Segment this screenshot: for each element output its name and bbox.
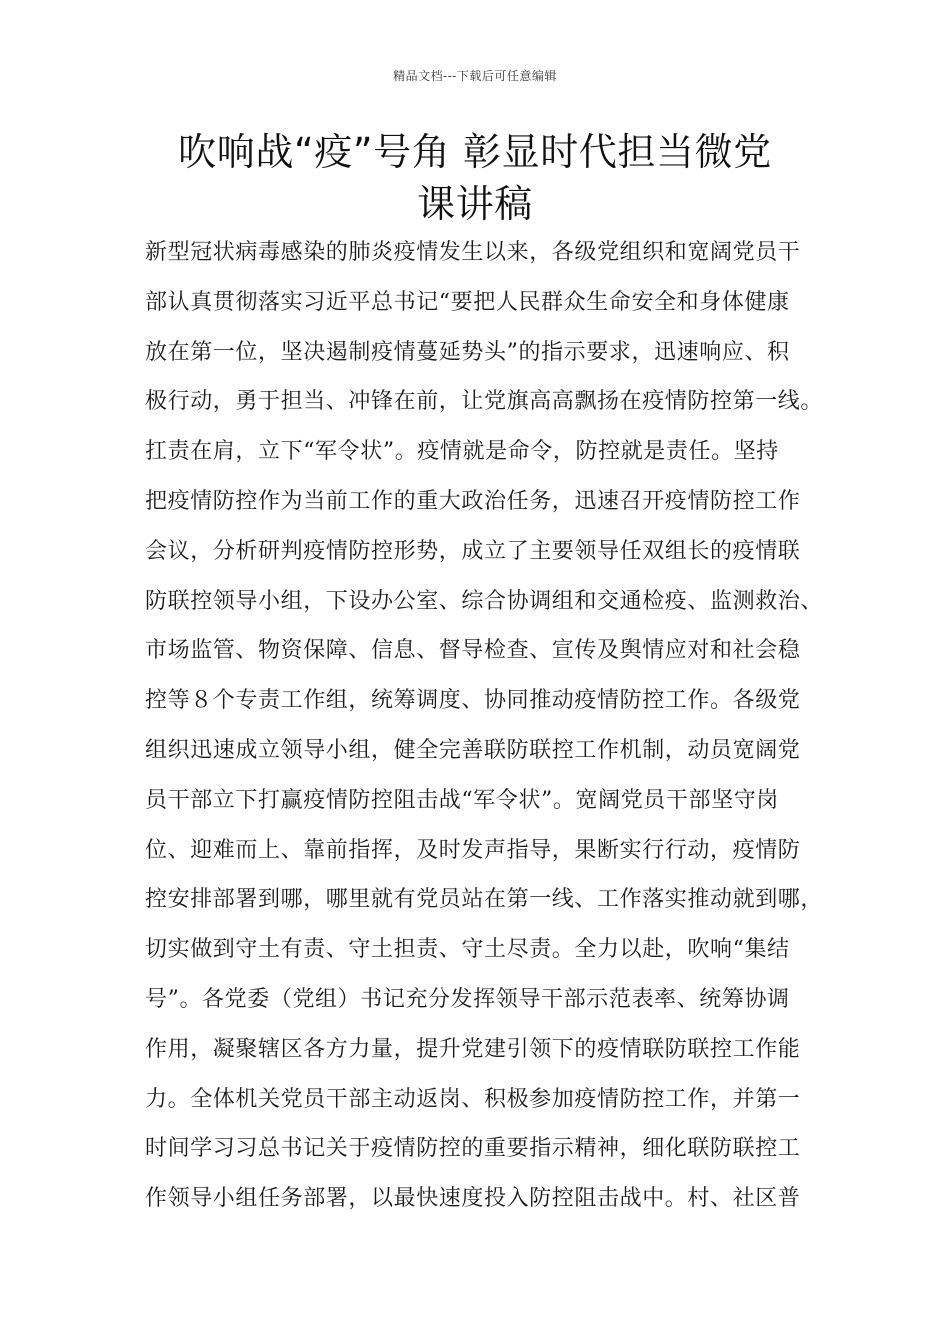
body-line: 作领导小组任务部署，以最快速度投入防控阻击战中。村、社区普	[145, 1186, 801, 1212]
body-line: 部认真贯彻落实习近平总书记“要把人民群众生命安全和身体健康	[145, 289, 790, 315]
body-line: 位、迎难而上、靠前指挥，及时发声指导，果断实行行动，疫情防	[145, 837, 801, 863]
body-line: 切实做到守土有责、守土担责、守土尽责。全力以赴，吹响“集结	[145, 937, 790, 963]
body-line: 市场监管、物资保障、信息、督导检查、宣传及舆情应对和社会稳	[145, 638, 801, 664]
body-line: 时间学习习总书记关于疫情防控的重要指示精神，细化联防联控工	[145, 1136, 801, 1162]
body-line: 把疫情防控作为当前工作的重大政治任务，迅速召开疫情防控工作	[145, 488, 801, 514]
body-line: 控等８个专责工作组，统筹调度、协同推动疫情防控工作。各级党	[145, 688, 801, 714]
body-line: 号”。各党委（党组）书记充分发挥领导干部示范表率、统筹协调	[145, 986, 790, 1012]
document-body	[145, 228, 835, 1224]
body-line: 力。全体机关党员干部主动返岗、积极参加疫情防控工作，并第一	[145, 1086, 801, 1112]
body-line: 极行动，勇于担当、冲锋在前，让党旗高高飘扬在疫情防控第一线。	[145, 389, 824, 415]
body-line: 作用，凝聚辖区各方力量，提升党建引领下的疫情联防联控工作能	[145, 1036, 801, 1062]
body-line: 放在第一位，坚决遏制疫情蔓延势头”的指示要求，迅速响应、积	[145, 339, 790, 365]
body-line: 会议，分析研判疫情防控形势，成立了主要领导任双组长的疫情联	[145, 538, 801, 564]
title-line-1: 吹响战“疫”号角 彰显时代担当微党	[178, 130, 772, 174]
body-line: 员干部立下打赢疫情防控阻击战“军令状”。宽阔党员干部坚守岗	[145, 787, 779, 813]
body-line: 控安排部署到哪，哪里就有党员站在第一线、工作落实推动就到哪，	[145, 887, 824, 913]
body-line: 防联控领导小组，下设办公室、综合协调组和交通检疫、监测救治、	[145, 588, 824, 614]
document-title	[120, 126, 830, 230]
body-line: 组织迅速成立领导小组，健全完善联防联控工作机制，动员宽阔党	[145, 737, 801, 763]
body-line: 扛责在肩，立下“军令状”。疫情就是命令，防控就是责任。坚持	[145, 439, 779, 465]
page-header-watermark: 精品文档---下载后可任意编辑	[393, 69, 557, 83]
body-line: 新型冠状病毒感染的肺炎疫情发生以来，各级党组织和宽阔党员干	[145, 240, 801, 265]
title-line-2: 课讲稿	[417, 182, 533, 226]
